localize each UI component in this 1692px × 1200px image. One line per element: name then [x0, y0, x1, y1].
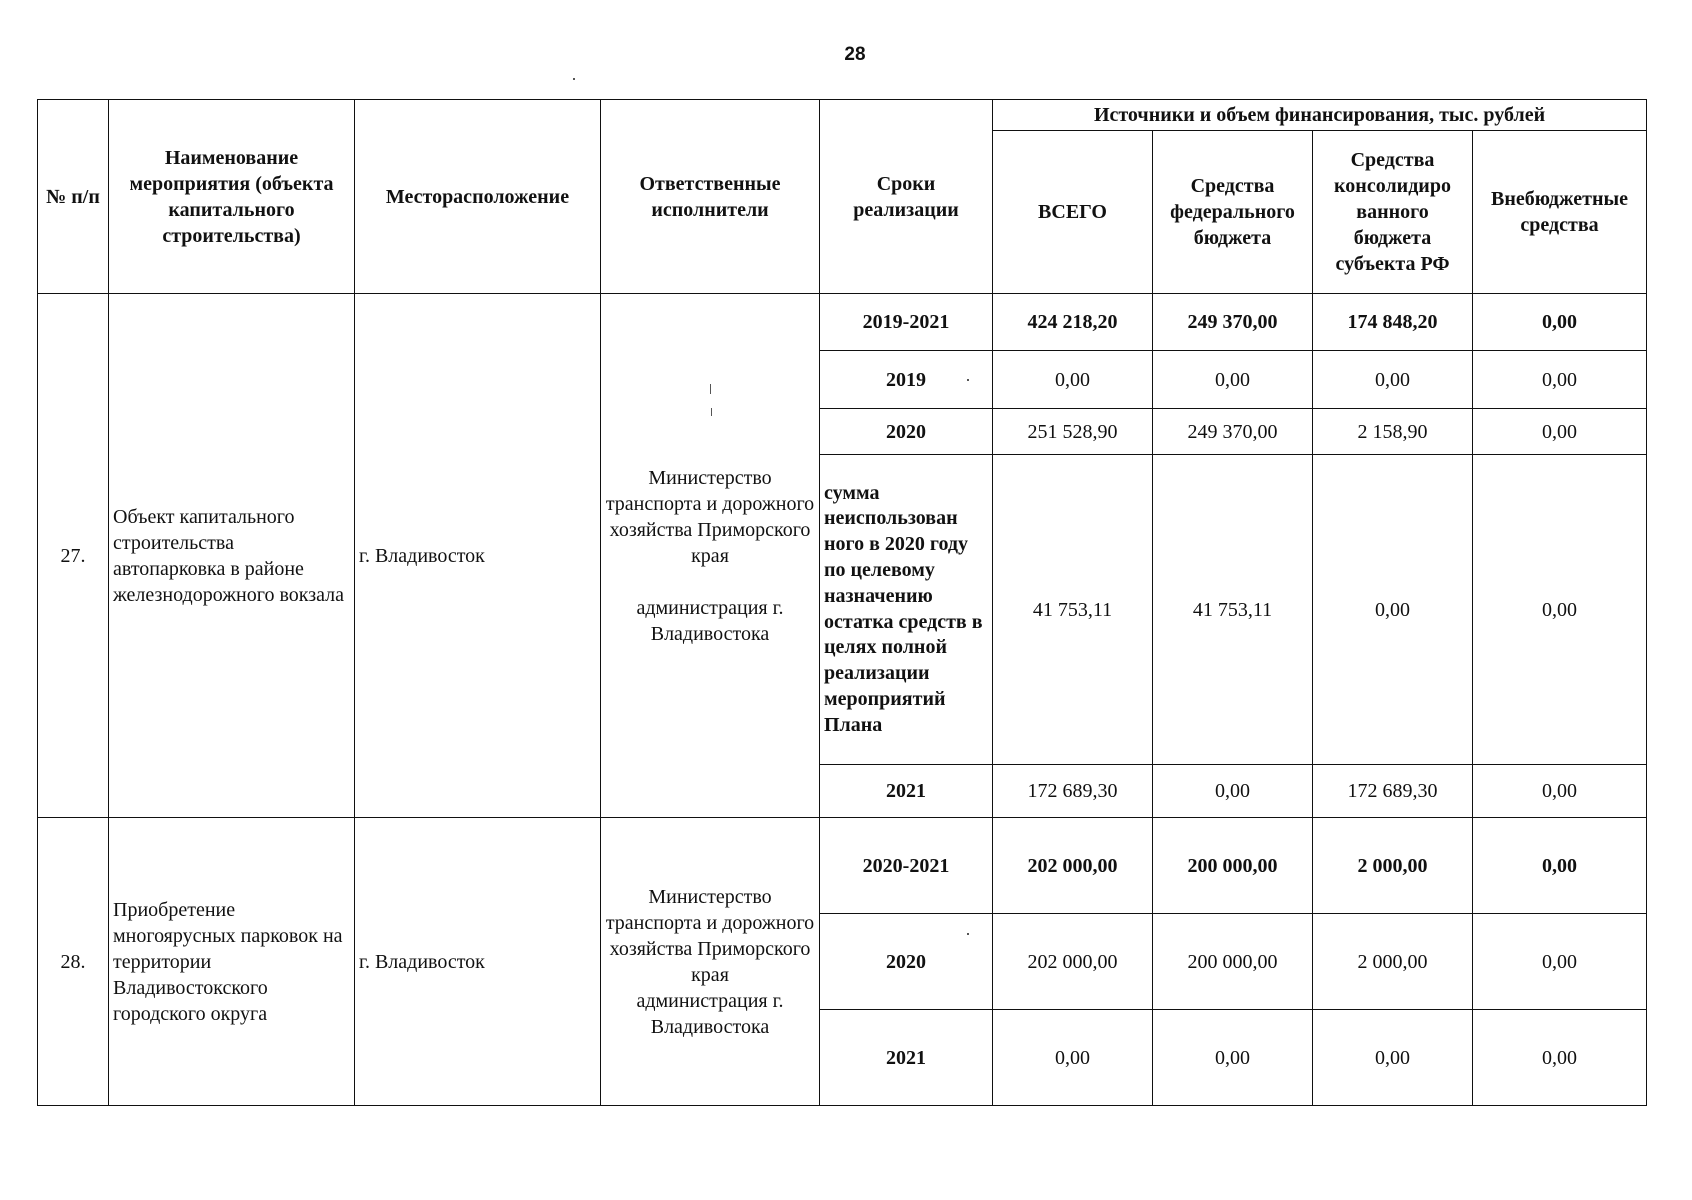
header-federal: Средства федерального бюджета	[1153, 131, 1313, 294]
extra-cell: 0,00	[1473, 409, 1647, 455]
header-extra: Внебюджетные средства	[1473, 131, 1647, 294]
extra-cell: 0,00	[1473, 765, 1647, 818]
entry-location: г. Владивосток	[355, 818, 601, 1106]
federal-cell: 249 370,00	[1153, 294, 1313, 351]
scan-speck	[967, 933, 969, 935]
table-row	[38, 294, 1647, 351]
scan-speck	[967, 379, 969, 381]
extra-cell: 0,00	[1473, 351, 1647, 409]
responsible-ministry: Министерство транспорта и дорожного хозяйства Приморского края	[605, 466, 815, 567]
responsible-administration: администрация г. Владивостока	[636, 989, 784, 1038]
extra-cell: 0,00	[1473, 1010, 1647, 1106]
total-cell: 172 689,30	[993, 765, 1153, 818]
responsible-administration: администрация г. Владивостока	[636, 596, 784, 645]
regional-cell: 2 000,00	[1313, 818, 1473, 914]
term-cell: 2020	[820, 914, 993, 1010]
responsible-ministry: Министерство транспорта и дорожного хозяйства Приморского края	[605, 885, 815, 986]
extra-cell: 0,00	[1473, 455, 1647, 765]
entry-number: 27.	[38, 294, 109, 818]
regional-cell: 0,00	[1313, 351, 1473, 409]
term-cell: 2021	[820, 765, 993, 818]
extra-cell: 0,00	[1473, 914, 1647, 1010]
term-note-cell: сумма неиспользован ного в 2020 году по целевому назначению остатка средств в целях полной реализации мероприятий Плана	[820, 455, 993, 765]
entry-name: Приобретение многоярусных парковок на территории Владивостокского городского округа	[109, 818, 355, 1106]
term-cell: 2020	[820, 409, 993, 455]
term-cell: 2019	[820, 351, 993, 409]
entry-responsible	[601, 294, 820, 818]
regional-cell: 2 158,90	[1313, 409, 1473, 455]
header-total: ВСЕГО	[993, 131, 1153, 294]
entry-number: 28.	[38, 818, 109, 1106]
header-num: № п/п	[38, 100, 109, 294]
total-cell: 0,00	[993, 1010, 1153, 1106]
total-cell: 0,00	[993, 351, 1153, 409]
header-terms: Сроки реализации	[820, 100, 993, 294]
federal-cell: 249 370,00	[1153, 409, 1313, 455]
regional-cell: 0,00	[1313, 455, 1473, 765]
total-cell: 251 528,90	[993, 409, 1153, 455]
scan-speck	[710, 384, 711, 394]
total-cell: 41 753,11	[993, 455, 1153, 765]
page-number: 28	[844, 44, 866, 65]
term-cell: 2019-2021	[820, 294, 993, 351]
federal-cell: 200 000,00	[1153, 818, 1313, 914]
entry-name: Объект капитального строительства автопарковка в районе железнодорожного вокзала	[109, 294, 355, 818]
regional-cell: 172 689,30	[1313, 765, 1473, 818]
header-name: Наименование мероприятия (объекта капитального строительства)	[109, 100, 355, 294]
term-cell: 2021	[820, 1010, 993, 1106]
federal-cell: 0,00	[1153, 351, 1313, 409]
regional-cell: 2 000,00	[1313, 914, 1473, 1010]
federal-cell: 0,00	[1153, 1010, 1313, 1106]
financing-table	[37, 99, 1647, 1106]
entry-location: г. Владивосток	[355, 294, 601, 818]
regional-cell: 174 848,20	[1313, 294, 1473, 351]
extra-cell: 0,00	[1473, 818, 1647, 914]
entry-responsible	[601, 818, 820, 1106]
total-cell: 202 000,00	[993, 914, 1153, 1010]
header-sources-group: Источники и объем финансирования, тыс. рублей	[993, 100, 1647, 131]
federal-cell: 200 000,00	[1153, 914, 1313, 1010]
header-row-1	[38, 100, 1647, 131]
header-regional: Средства консолидиро ванного бюджета субъекта РФ	[1313, 131, 1473, 294]
scan-speck	[711, 408, 712, 416]
scan-speck	[573, 78, 575, 80]
federal-cell: 0,00	[1153, 765, 1313, 818]
federal-cell: 41 753,11	[1153, 455, 1313, 765]
total-cell: 202 000,00	[993, 818, 1153, 914]
term-cell: 2020-2021	[820, 818, 993, 914]
total-cell: 424 218,20	[993, 294, 1153, 351]
header-responsible: Ответственные исполнители	[601, 100, 820, 294]
table-row	[38, 818, 1647, 914]
header-location: Месторасположение	[355, 100, 601, 294]
regional-cell: 0,00	[1313, 1010, 1473, 1106]
extra-cell: 0,00	[1473, 294, 1647, 351]
